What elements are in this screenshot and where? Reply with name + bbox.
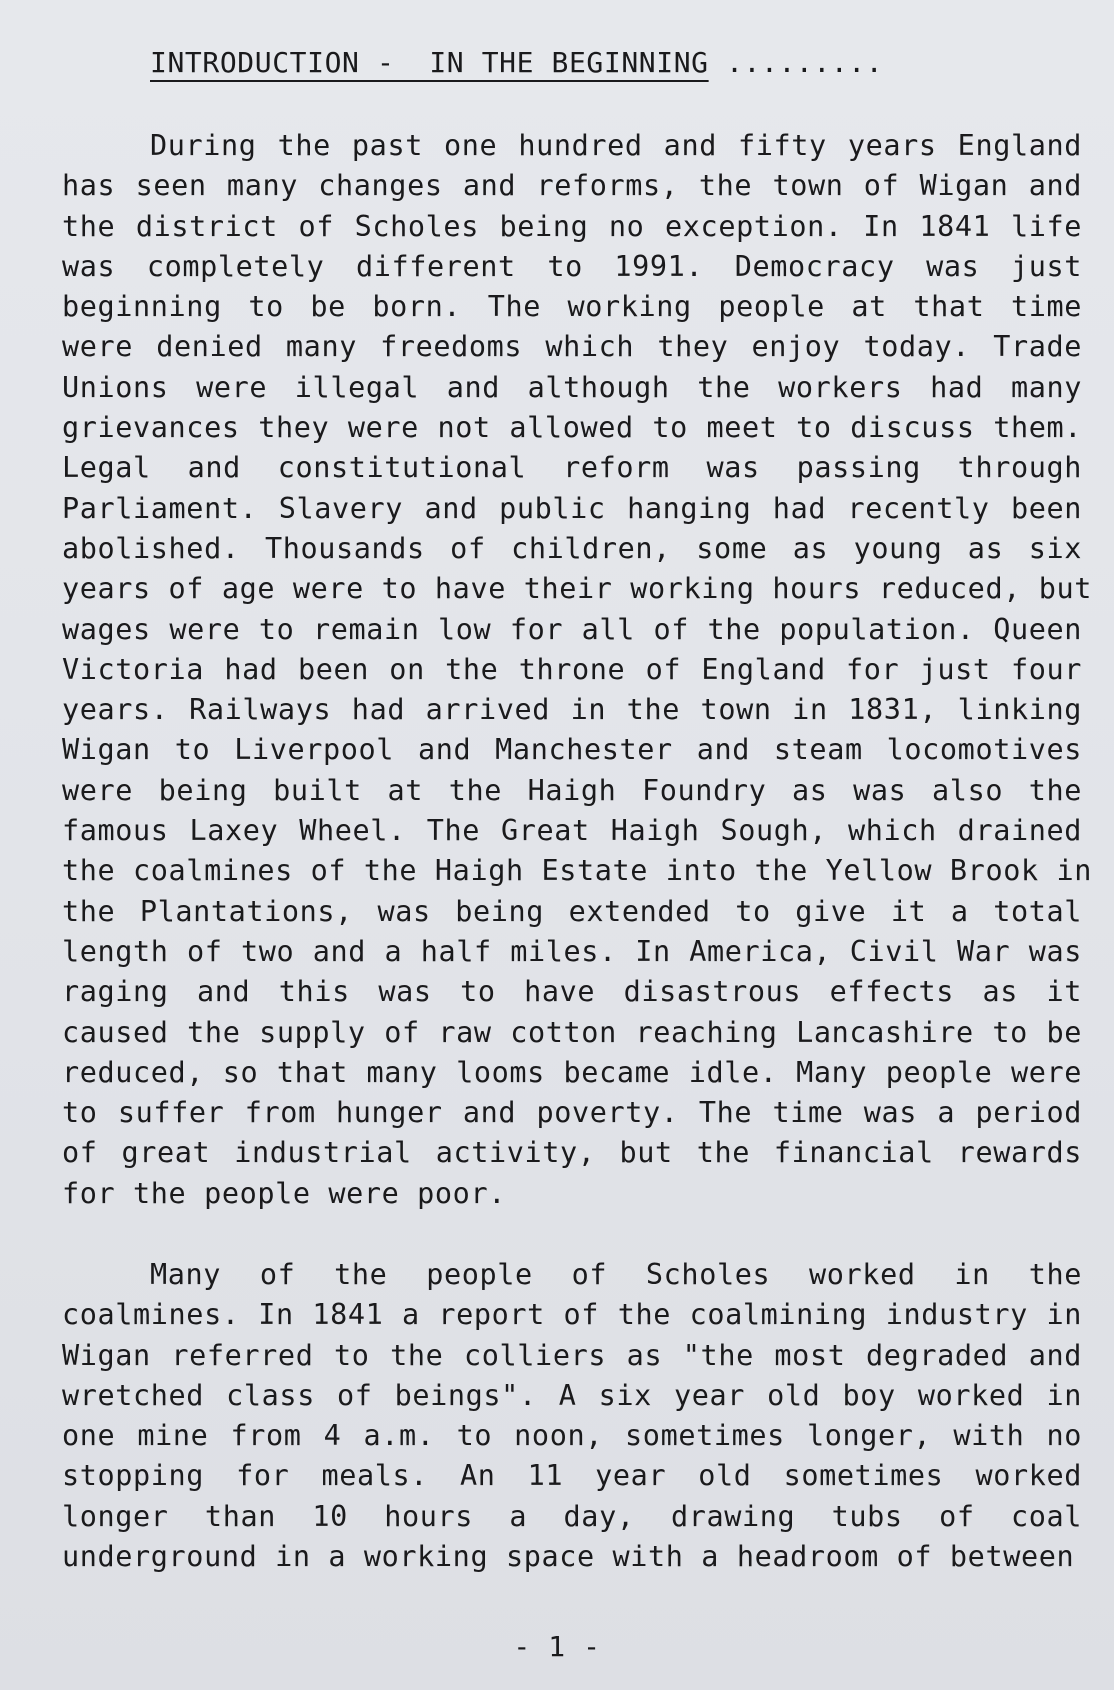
text-line: years of age were to have their working hours reduced, but (62, 572, 1092, 606)
text-line: for the people were poor. (62, 1176, 506, 1210)
text-line: years. Railways had arrived in the town in 1831, linking (62, 693, 1082, 727)
page-number: - 1 - (513, 1630, 601, 1663)
text-line: the Plantations, was being extended to give it a total (62, 894, 1082, 928)
text-line: coalmines. In 1841 a report of the coalmining industry in (62, 1298, 1082, 1332)
heading-ellipsis: ......... (708, 46, 884, 79)
paragraph-1 (62, 126, 1092, 1214)
text-line: was completely different to 1991. Democracy was just (62, 249, 1082, 283)
text-line: wretched class of beings". A six year old boy worked in (62, 1378, 1082, 1412)
text-line: During the past one hundred and fifty years England (150, 129, 1082, 162)
text-line: Unions were illegal and although the workers had many (62, 370, 1082, 404)
text-line: wages were to remain low for all of the population. Queen (62, 612, 1082, 646)
text-line: Victoria had been on the throne of England for just four (62, 652, 1082, 686)
text-line: stopping for meals. An 11 year old sometimes worked (62, 1459, 1082, 1493)
text-line: abolished. Thousands of children, some as young as six (62, 531, 1082, 565)
text-line: raging and this was to have disastrous effects as it (62, 975, 1082, 1009)
text-line: underground in a working space with a headroom of between (62, 1540, 1075, 1574)
text-line: longer than 10 hours a day, drawing tubs of coal (62, 1499, 1082, 1533)
text-line: the district of Scholes being no exception. In 1841 life (62, 209, 1082, 243)
text-line: famous Laxey Wheel. The Great Haigh Sough, which drained (62, 814, 1082, 848)
text-line: length of two and a half miles. In America, Civil War was (62, 934, 1082, 968)
text-line: were being built at the Haigh Foundry as was also the (62, 773, 1082, 807)
heading-title: INTRODUCTION - IN THE BEGINNING (150, 46, 709, 79)
text-line: to suffer from hunger and poverty. The time was a period (62, 1096, 1082, 1130)
text-line: caused the supply of raw cotton reaching Lancashire to be (62, 1015, 1082, 1049)
text-line: Wigan to Liverpool and Manchester and steam locomotives (62, 733, 1082, 767)
page-heading (150, 46, 883, 79)
text-line: Many of the people of Scholes worked in the (150, 1258, 1082, 1291)
text-line: reduced, so that many looms became idle. Many people were (62, 1055, 1082, 1089)
paragraph-2 (62, 1255, 1082, 1577)
text-line: beginning to be born. The working people at that time (62, 290, 1082, 324)
text-line: the coalmines of the Haigh Estate into the Yellow Brook in (62, 854, 1092, 888)
text-line: Wigan referred to the colliers as "the most degraded and (62, 1338, 1082, 1372)
text-line: were denied many freedoms which they enjoy today. Trade (62, 330, 1082, 364)
text-line: Legal and constitutional reform was passing through (62, 451, 1082, 485)
text-line: grievances they were not allowed to meet to discuss them. (62, 411, 1082, 445)
text-line: Parliament. Slavery and public hanging had recently been (62, 491, 1082, 525)
text-line: of great industrial activity, but the financial rewards (62, 1136, 1082, 1170)
text-line: one mine from 4 a.m. to noon, sometimes longer, with no (62, 1419, 1082, 1453)
text-line: has seen many changes and reforms, the town of Wigan and (62, 169, 1082, 203)
